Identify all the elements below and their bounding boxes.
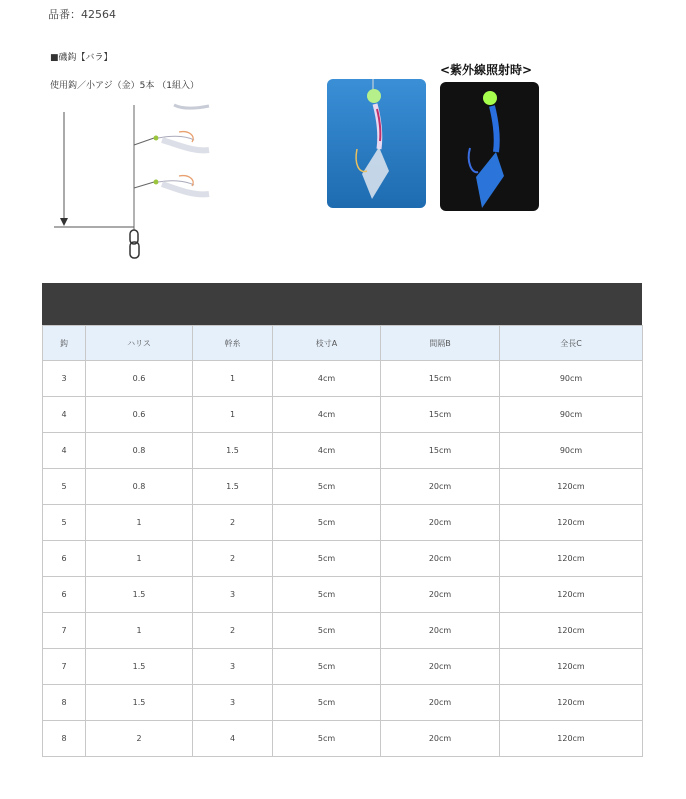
spec-table-container (42, 283, 642, 757)
cell-hook: 5 (43, 469, 86, 505)
cell-total-c: 120cm (500, 505, 643, 541)
cell-total-c: 90cm (500, 433, 643, 469)
cell-hook: 5 (43, 505, 86, 541)
section-title: ■磯鈎【バラ】 (50, 53, 113, 63)
cell-harris: 0.6 (86, 397, 193, 433)
table-row (43, 397, 643, 433)
rig-diagram (44, 100, 224, 265)
cell-hook: 8 (43, 685, 86, 721)
cell-harris: 0.8 (86, 433, 193, 469)
col-header-main-line: 幹糸 (193, 326, 273, 361)
table-row (43, 577, 643, 613)
cell-harris: 1 (86, 613, 193, 649)
cell-branch-a: 5cm (273, 577, 381, 613)
cell-hook: 4 (43, 433, 86, 469)
cell-interval-b: 20cm (381, 577, 500, 613)
cell-interval-b: 20cm (381, 685, 500, 721)
table-row (43, 649, 643, 685)
cell-main-line: 2 (193, 541, 273, 577)
cell-total-c: 90cm (500, 397, 643, 433)
cell-main-line: 1 (193, 361, 273, 397)
cell-harris: 1.5 (86, 649, 193, 685)
cell-total-c: 120cm (500, 469, 643, 505)
cell-interval-b: 20cm (381, 721, 500, 757)
cell-harris: 1.5 (86, 577, 193, 613)
uv-photo-title: <紫外線照射時> (440, 63, 533, 77)
cell-branch-a: 4cm (273, 397, 381, 433)
cell-harris: 1 (86, 505, 193, 541)
cell-branch-a: 5cm (273, 541, 381, 577)
cell-total-c: 120cm (500, 577, 643, 613)
col-header-branch-a: 枝寸A (273, 326, 381, 361)
cell-harris: 2 (86, 721, 193, 757)
table-row (43, 433, 643, 469)
cell-interval-b: 20cm (381, 613, 500, 649)
cell-hook: 3 (43, 361, 86, 397)
cell-harris: 1.5 (86, 685, 193, 721)
table-header-row (43, 326, 643, 361)
cell-interval-b: 15cm (381, 397, 500, 433)
cell-interval-b: 15cm (381, 433, 500, 469)
table-row (43, 361, 643, 397)
cell-total-c: 120cm (500, 685, 643, 721)
product-code: 品番：42564 (48, 8, 116, 21)
cell-branch-a: 5cm (273, 469, 381, 505)
table-body (43, 361, 643, 757)
cell-total-c: 120cm (500, 721, 643, 757)
cell-total-c: 120cm (500, 649, 643, 685)
cell-interval-b: 20cm (381, 649, 500, 685)
cell-interval-b: 20cm (381, 541, 500, 577)
cell-main-line: 1.5 (193, 469, 273, 505)
table-row (43, 541, 643, 577)
table-row (43, 721, 643, 757)
cell-harris: 0.6 (86, 361, 193, 397)
cell-main-line: 4 (193, 721, 273, 757)
cell-branch-a: 4cm (273, 361, 381, 397)
cell-hook: 8 (43, 721, 86, 757)
cell-main-line: 3 (193, 577, 273, 613)
cell-hook: 4 (43, 397, 86, 433)
cell-branch-a: 4cm (273, 433, 381, 469)
table-row (43, 505, 643, 541)
cell-total-c: 120cm (500, 613, 643, 649)
col-header-total-c: 全長C (500, 326, 643, 361)
table-row (43, 613, 643, 649)
cell-branch-a: 5cm (273, 721, 381, 757)
col-header-hook: 鈎 (43, 326, 86, 361)
cell-total-c: 120cm (500, 541, 643, 577)
table-row (43, 469, 643, 505)
cell-branch-a: 5cm (273, 613, 381, 649)
cell-interval-b: 20cm (381, 505, 500, 541)
cell-hook: 6 (43, 577, 86, 613)
cell-interval-b: 15cm (381, 361, 500, 397)
cell-main-line: 3 (193, 649, 273, 685)
table-row (43, 685, 643, 721)
cell-harris: 1 (86, 541, 193, 577)
cell-hook: 7 (43, 613, 86, 649)
usage-description: 使用鈎／小アジ（金）5本 （1組入） (50, 81, 199, 91)
cell-branch-a: 5cm (273, 685, 381, 721)
cell-branch-a: 5cm (273, 649, 381, 685)
col-header-harris: ハリス (86, 326, 193, 361)
cell-main-line: 2 (193, 613, 273, 649)
cell-harris: 0.8 (86, 469, 193, 505)
cell-hook: 7 (43, 649, 86, 685)
cell-main-line: 3 (193, 685, 273, 721)
cell-main-line: 2 (193, 505, 273, 541)
cell-total-c: 90cm (500, 361, 643, 397)
product-photo-normal (327, 79, 426, 208)
cell-branch-a: 5cm (273, 505, 381, 541)
spec-table (42, 325, 643, 757)
table-header-bar (42, 283, 642, 325)
cell-hook: 6 (43, 541, 86, 577)
cell-main-line: 1 (193, 397, 273, 433)
cell-interval-b: 20cm (381, 469, 500, 505)
col-header-interval-b: 間隔B (381, 326, 500, 361)
product-photo-uv (440, 82, 539, 211)
cell-main-line: 1.5 (193, 433, 273, 469)
